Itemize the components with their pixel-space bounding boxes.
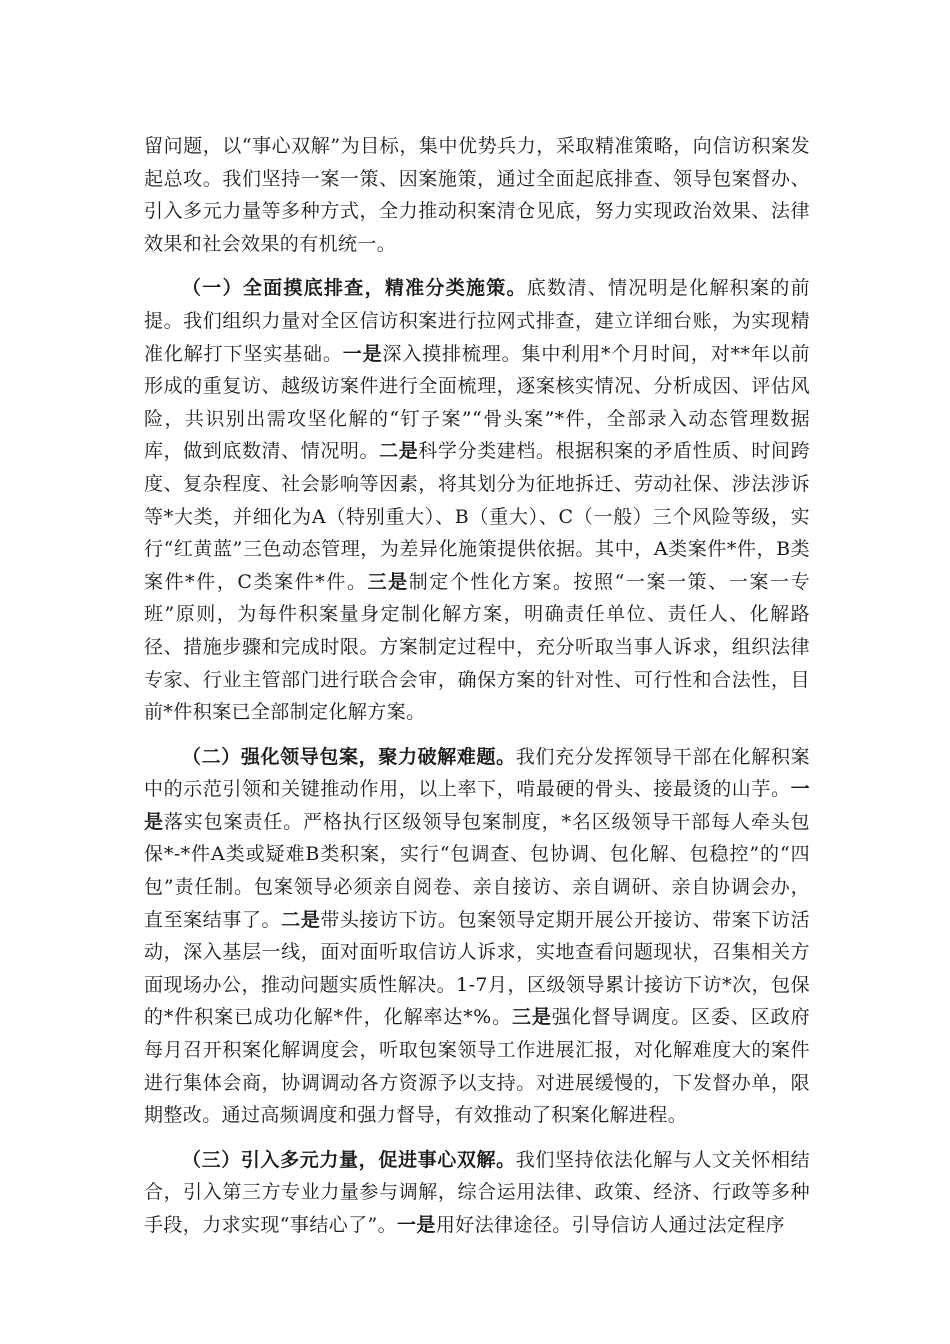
- text-segment: 科学分类建档。根据积案的矛盾性质、时间跨度、复杂程度、社会影响等因素，将其划分为征地拆迁、劳动社保、涉法涉诉等*大类，并细化为A（特别重大）、B（重大）、C（一般）三个风险等级，实行“红黄蓝”三色动态管理，为差异化施策提供依据。其中，A类案件*件，B类案件*件，C类案件*件。: [144, 440, 810, 593]
- point-marker: 三是: [367, 570, 409, 593]
- text-segment: 留问题，以“事心双解”为目标，集中优势兵力，采取精准策略，向信访积案发起总攻。我们坚持一案一策、因案施策，通过全面起底排查、领导包案督办、引入多元力量等多种方式，全力推动积案清仓见底，努力实现政治效果、法律效果和社会效果的有机统一。: [144, 135, 810, 255]
- point-marker: 三是: [512, 1006, 552, 1029]
- text-segment: 深入摸排梳理。集中利用*个月时间，对**年以前形成的重复访、越级访案件进行全面梳理，逐案核实情况、分析成因、评估风险，共识别出需攻坚化解的“钉子案”“骨头案”*件，全部录入动态管理数据库，做到底数清、情况明。: [144, 342, 810, 463]
- text-segment: 制定个性化方案。按照“一案一策、一案一专班”原则，为每件积案量身定制化解方案，明确责任单位、责任人、化解路径、措施步骤和完成时限。方案制定过程中，充分听取当事人诉求，组织法律专家、行业主管部门进行联合会审，确保方案的针对性、可行性和合法性，目前*件积案已全部制定化解方案。: [144, 570, 810, 724]
- paragraph-section-3: [144, 1144, 810, 1242]
- paragraph-section-1: [144, 272, 810, 728]
- point-marker: 一是: [397, 1214, 436, 1236]
- text-segment: 带头接访下访。包案领导定期开展公开接访、带案下访活动，深入基层一线，面对面听取信访人诉求，实地查看问题现状，召集相关方面现场办公，推动问题实质性解决。1-7月，区级领导累计接访下访*次，包保的*件积案已成功化解*件，化解率达*%。: [144, 908, 810, 1029]
- paragraph-intro: [144, 130, 810, 260]
- text-segment: 落实包案责任。严格执行区级领导包案制度，*名区级领导干部每人牵头包保*-*件A类或疑难B类积案，实行“包调查、包协调、包化解、包稳控”的“四包”责任制。包案领导必须亲自阅卷、亲自接访、亲自调研、亲自协调会办，直至案结事了。: [144, 810, 811, 931]
- text-segment: 底数清、情况明是化解积案的前提。我们组织力量对全区信访积案进行拉网式排查，建立详细台账，为实现精准化解打下坚实基础。: [144, 277, 810, 365]
- text-segment: 用好法律途径。引导信访人通过法定程序: [435, 1214, 786, 1236]
- point-marker: 二是: [379, 440, 419, 463]
- section-heading: （二）强化领导包案，聚力破解难题。: [182, 745, 516, 768]
- text-segment: 我们充分发挥领导干部在化解积案中的示范引领和关键推动作用，以上率下，啃最硬的骨头、接最烫的山芋。: [144, 745, 810, 801]
- text-segment: 我们坚持依法化解与人文关怀相结合，引入第三方专业力量参与调解，综合运用法律、政策、经济、行政等多种手段，力求实现“事结心了”。: [144, 1148, 810, 1236]
- point-marker: 二是: [281, 908, 321, 931]
- text-segment: 强化督导调度。区委、区政府每月召开积案化解调度会，听取包案领导工作进展汇报，对化解难度大的案件进行集体会商，协调调动各方资源予以支持。对进展缓慢的，下发督办单，限期整改。通过高频调度和强力督导，有效推动了积案化解进程。: [144, 1006, 810, 1127]
- point-marker: 一是: [342, 342, 383, 365]
- point-marker: 一是: [144, 778, 810, 833]
- section-heading: （一）全面摸底排查，精准分类施策。: [182, 277, 527, 300]
- document-page: [144, 130, 810, 1254]
- paragraph-section-2: [144, 741, 810, 1132]
- section-heading: （三）引入多元力量，促进事心双解。: [182, 1148, 516, 1171]
